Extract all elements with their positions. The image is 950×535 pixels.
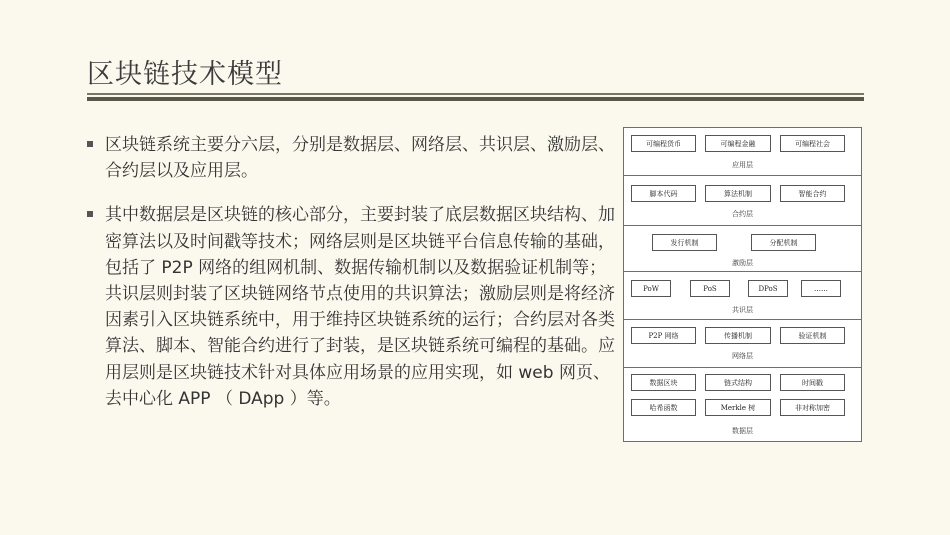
diagram-box: 分配机制: [751, 234, 816, 251]
square-bullet-icon: [87, 211, 93, 217]
layer-contract: [624, 176, 861, 226]
layer-network: [624, 320, 861, 368]
layer-label: 共识层: [732, 306, 753, 314]
diagram-box: 数据区块: [631, 374, 696, 391]
layer-application: [624, 128, 861, 176]
bullet-list: [87, 132, 617, 412]
diagram-box: 链式结构: [705, 374, 771, 391]
layer-label: 合约层: [732, 210, 753, 218]
diagram-box: 验证机制: [780, 327, 845, 344]
layer-data: [624, 368, 861, 443]
bullet-item: [87, 202, 617, 412]
layer-label: 网络层: [732, 352, 753, 360]
diagram-box: 智能合约: [780, 185, 845, 202]
diagram-box: DPoS: [748, 280, 788, 297]
square-bullet-icon: [87, 141, 93, 147]
diagram-box: 脚本代码: [631, 185, 696, 202]
layer-incentive: [624, 226, 861, 272]
diagram-box: ……: [801, 280, 841, 297]
bullet-text: 区块链系统主要分六层，分别是数据层、网络层、共识层、激励层、合约层以及应用层。: [105, 135, 615, 182]
diagram-box: P2P 网络: [631, 327, 696, 344]
diagram-box: Merkle 树: [705, 399, 771, 416]
diagram-box: 算法机制: [705, 185, 771, 202]
diagram-box: 可编程货币: [631, 135, 696, 152]
diagram-box: 传播机制: [705, 327, 771, 344]
slide-title: 区块链技术模型: [87, 59, 283, 90]
title-rule-thick: [87, 97, 864, 101]
diagram-box: 发行机制: [652, 234, 717, 251]
bullet-text: 其中数据层是区块链的核心部分，主要封装了底层数据区块结构、加密算法以及时间戳等技术；网络层则是区块链平台信息传输的基础，包括了 P2P 网络的组网机制、数据传输机制以及数据验证机制等；共识层则封装了区块链网络节点使用的共识算法；激励层则是将经济因素引入区块链系统中，用于维持区块链系统的运行；合约层对各类算法、脚本、智能合约进行了封装，是区块链系统可编程的基础。应用层则是区块链技术针对具体应用场景的应用实现，如 web 网页、去中心化 APP （ DApp ）等。: [105, 205, 615, 409]
title-rule-thin: [87, 93, 864, 95]
diagram-box: 非对称加密: [780, 399, 845, 416]
diagram-box: 时间戳: [780, 374, 845, 391]
diagram-box: PoS: [690, 280, 730, 297]
diagram-box: 可编程社会: [780, 135, 845, 152]
diagram-box: 可编程金融: [705, 135, 771, 152]
layer-label: 应用层: [732, 161, 753, 169]
diagram-box: 哈希函数: [631, 399, 696, 416]
layer-label: 激励层: [732, 259, 753, 267]
blockchain-layer-diagram: [623, 127, 862, 442]
diagram-box: PoW: [631, 280, 671, 297]
layer-label: 数据层: [732, 427, 753, 435]
bullet-item: [87, 132, 617, 184]
layer-consensus: [624, 272, 861, 320]
